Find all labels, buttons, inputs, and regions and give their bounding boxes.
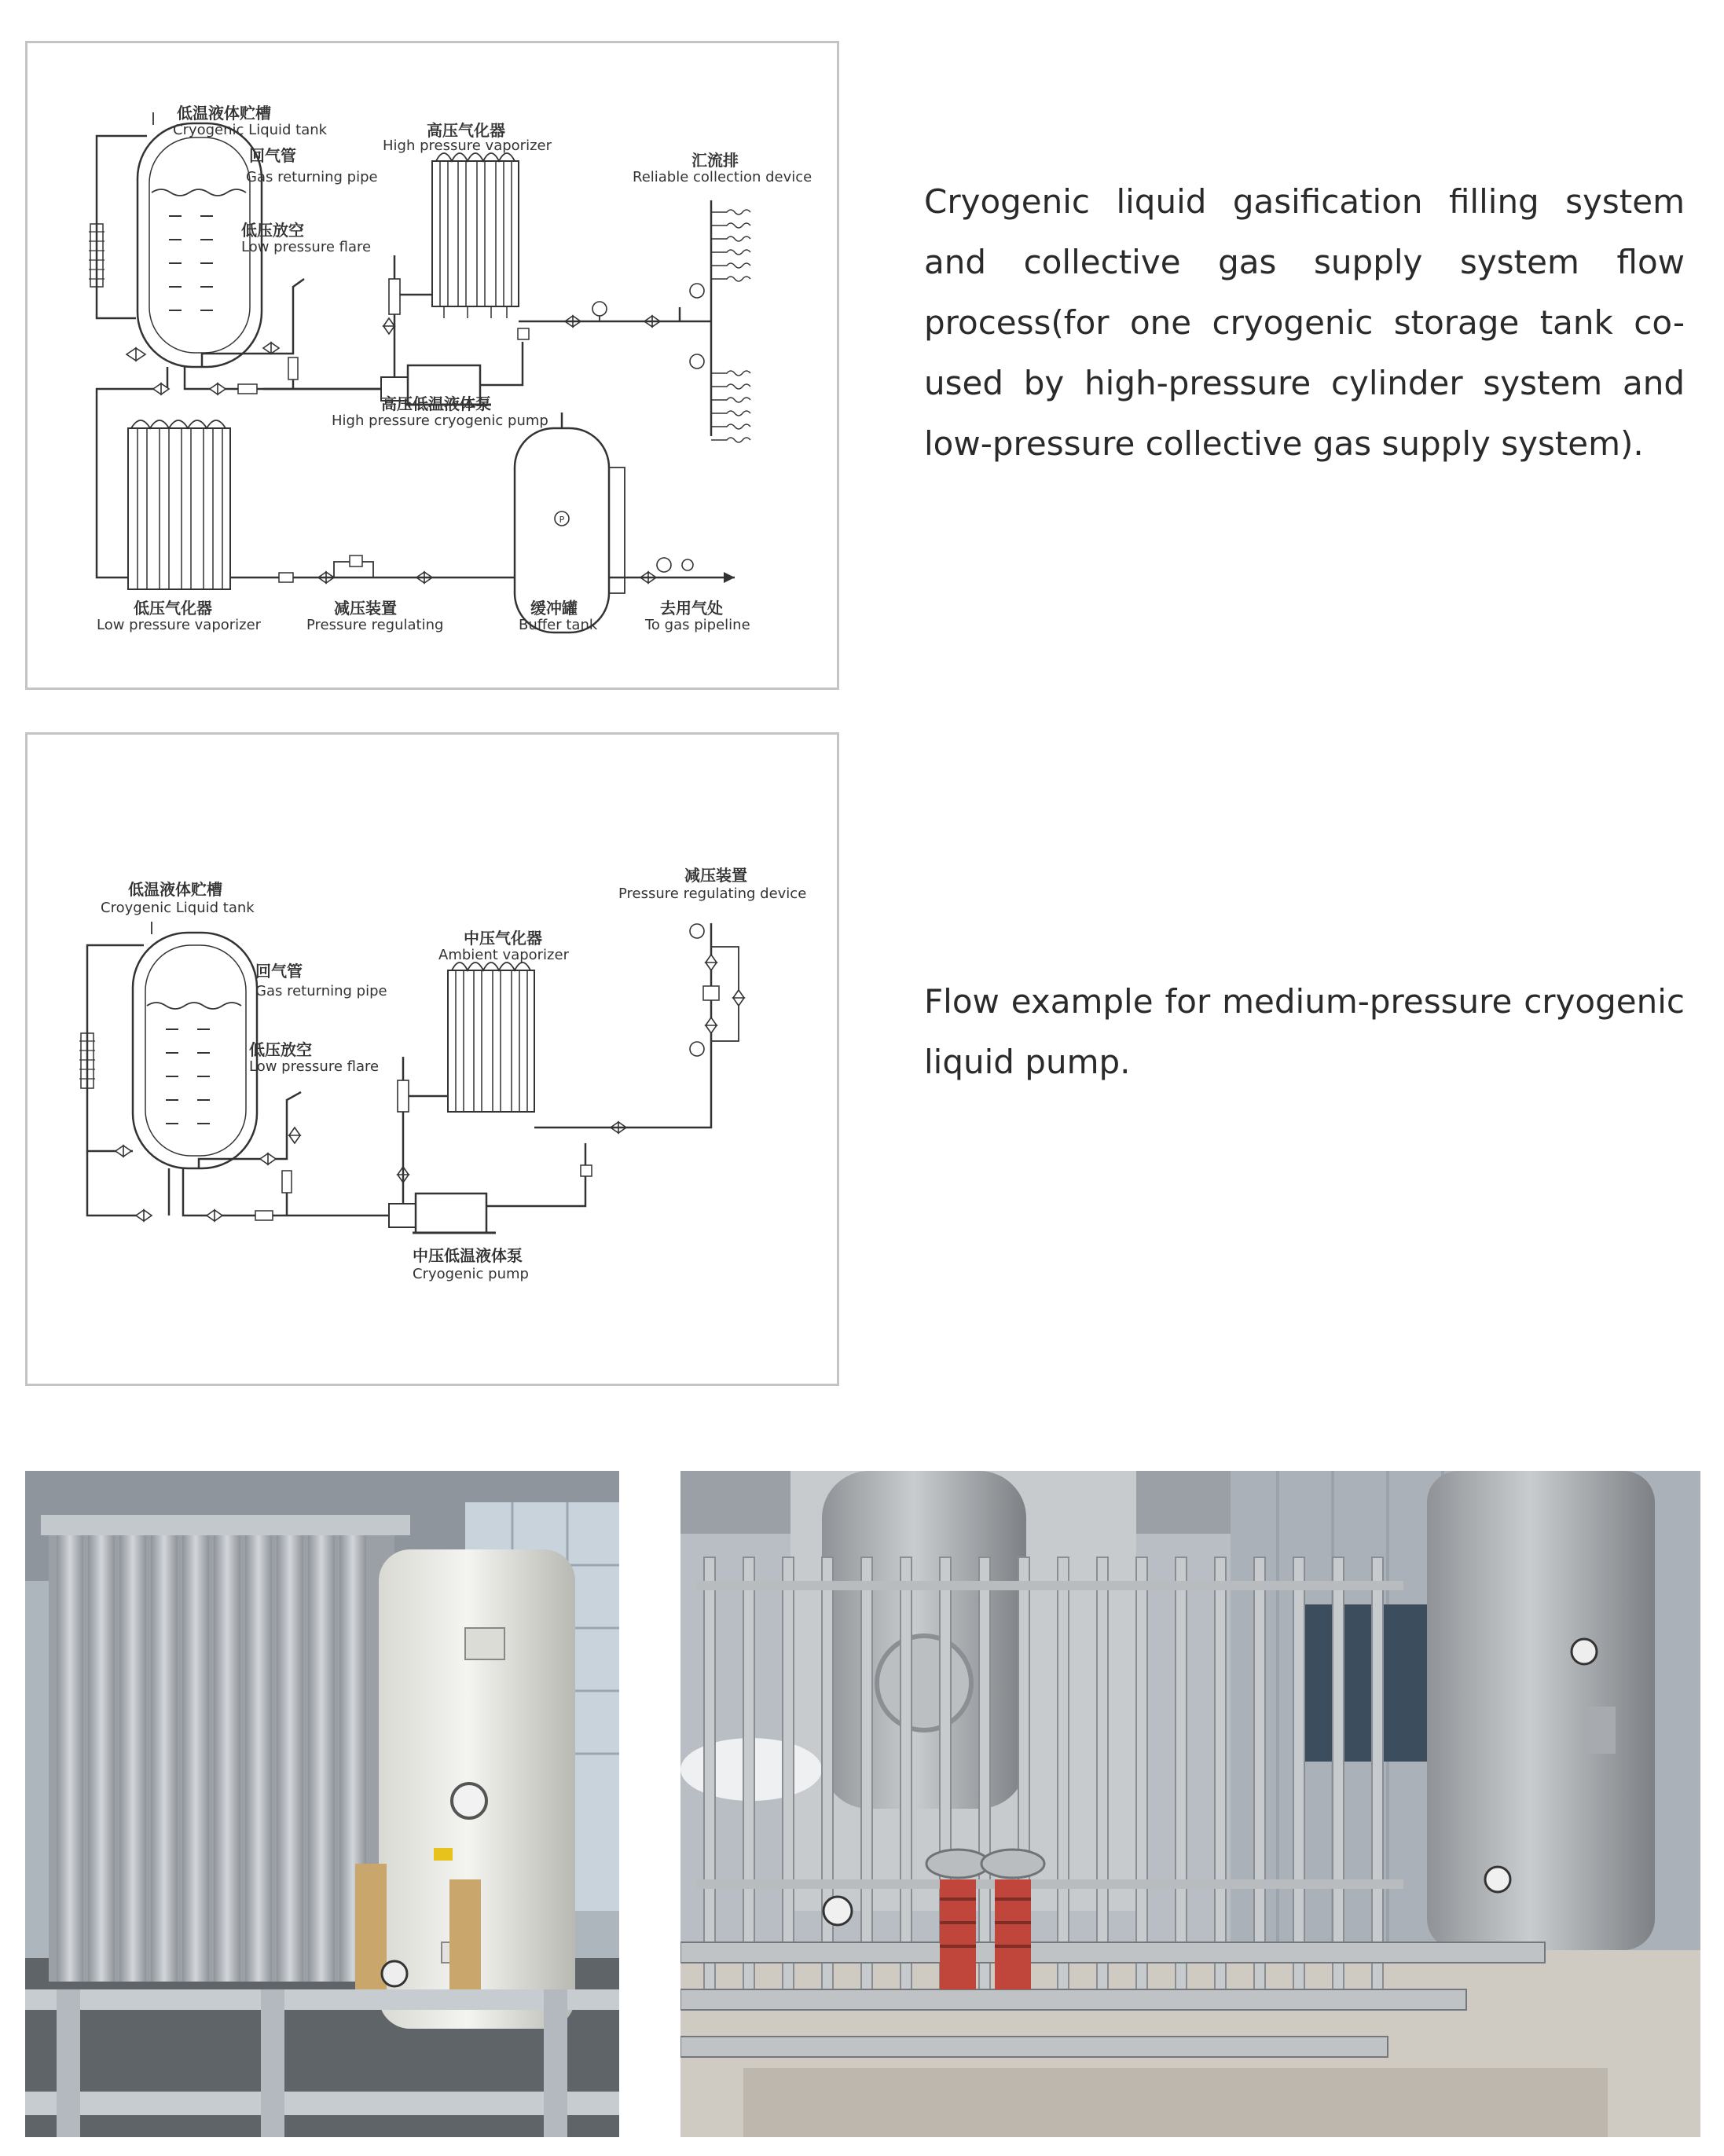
label2-flare-en: Low pressure flare: [249, 1058, 380, 1075]
diagram-panel-2: [25, 732, 839, 1386]
label2-pump-zh: 中压低温液体泵: [413, 1246, 523, 1265]
description-2: Flow example for medium-pressure cryogenic liquid pump.: [924, 982, 1685, 1081]
label-pump-zh: 高压低温液体泵: [381, 394, 491, 413]
label-tank-en: Cryogenic Liquid tank: [173, 122, 328, 138]
label-flare-zh: 低压放空: [241, 221, 304, 240]
gauge-label: P: [559, 515, 565, 525]
label2-return-en: Gas returning pipe: [255, 983, 387, 999]
ambient-vaporizer: [448, 962, 534, 1112]
label2-vap-zh: 中压气化器: [464, 929, 542, 948]
label-preg-zh: 减压装置: [334, 599, 397, 618]
label-hpvap-zh: 高压气化器: [427, 121, 505, 140]
pressure-regulating-device: [690, 923, 744, 1065]
label-flare-en: Low pressure flare: [241, 239, 372, 255]
hp-vaporizer: [432, 153, 519, 318]
photo-vaporizer-skid: [25, 1471, 619, 2137]
label2-preg-zh: 减压装置: [684, 866, 747, 885]
flow-diagram-1: [28, 43, 842, 692]
description-1: Cryogenic liquid gasification filling system and collective gas supply system flow process(for one cryogenic storage tank co-used by high-pressure cylinder system and low-pressure collective gas supply system).: [924, 182, 1685, 463]
label-pump-en: High pressure cryogenic pump: [332, 412, 548, 429]
lp-vaporizer: [128, 420, 230, 589]
label-pipeline-en: To gas pipeline: [645, 617, 750, 633]
flow-diagram-2: [28, 735, 842, 1388]
label-collect-zh: 汇流排: [691, 151, 739, 170]
label-buffer-zh: 缓冲罐: [530, 599, 578, 618]
label2-preg-en: Pressure regulating device: [618, 886, 807, 902]
label-collect-en: Reliable collection device: [633, 169, 812, 185]
label-preg-en: Pressure regulating: [306, 617, 444, 633]
label2-return-zh: 回气管: [255, 962, 303, 981]
photo-regulating-station: [680, 1471, 1700, 2137]
label2-flare-zh: 低压放空: [249, 1040, 312, 1059]
label-lpvap-zh: 低压气化器: [134, 599, 212, 618]
label2-vap-en: Ambient vaporizer: [438, 947, 569, 963]
label-hpvap-en: High pressure vaporizer: [383, 138, 552, 154]
label2-pump-en: Cryogenic pump: [413, 1266, 529, 1282]
label-tank-zh: 低温液体贮槽: [177, 104, 271, 123]
cryogenic-pump: [416, 1194, 486, 1233]
label-lpvap-en: Low pressure vaporizer: [97, 617, 262, 633]
label2-tank-zh: 低温液体贮槽: [128, 880, 222, 899]
label-pipeline-zh: 去用气处: [660, 599, 723, 618]
label-return-zh: 回气管: [249, 146, 296, 165]
label2-tank-en: Croygenic Liquid tank: [101, 900, 255, 916]
label-return-en: Gas returning pipe: [246, 169, 378, 185]
label-buffer-en: Buffer tank: [519, 617, 598, 633]
diagram-panel-1: [25, 41, 839, 690]
